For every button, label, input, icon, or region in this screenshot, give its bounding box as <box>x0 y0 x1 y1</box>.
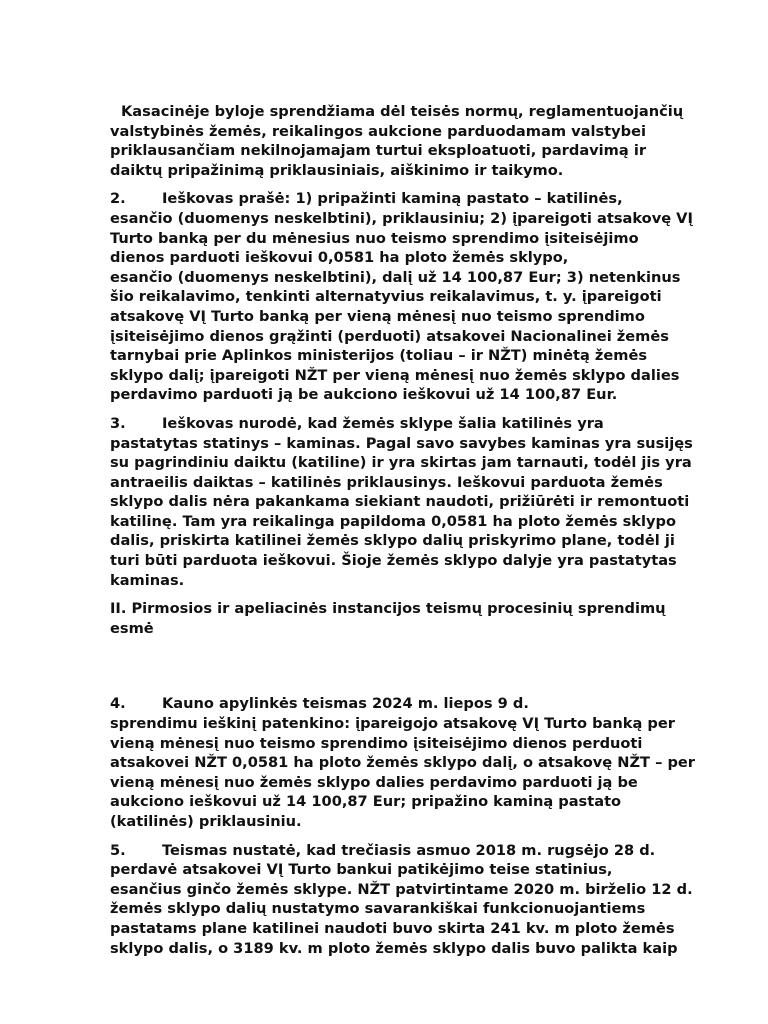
paragraph-number: 3. <box>110 414 126 432</box>
paragraph-2 <box>110 189 732 405</box>
paragraph-number: 5. <box>110 841 126 859</box>
paragraph-3 <box>110 414 732 590</box>
paragraph-number: 2. <box>110 190 126 208</box>
paragraph-text: Ieškovas prašė: 1) pripažinti kaminą pastato – katilinės, esančio (duomenys neskelbtini), priklausiniu; 2) įpareigoti atsakovę VĮ Turto banką per du mėnesius nuo teismo sprendimo įsiteisėjimo dienos parduoti ieškovui 0,0581 ha ploto žemės sklypo, esančio (duomenys neskelbtini), dalį už 14 100,87 Eur; 3) netenkinus šio reikalavimo, tenkinti alternatyvius reikalavimus, t. y. įpareigoti atsakovę VĮ Turto banką per vieną mėnesį nuo teismo sprendimo įsiteisėjimo dienos grąžinti (perduoti) atsakovei Nacionalinei žemės tarnybai prie Aplinkos ministerijos (toliau – ir NŽT) minėtą žemės sklypo dalį; įpareigoti NŽT per vieną mėnesį nuo žemės sklypo dalies perdavimo parduoti ją be aukciono ieškovui už 14 100,87 Eur. <box>110 190 693 404</box>
paragraph-5 <box>110 841 732 959</box>
paragraph-text: Ieškovas nurodė, kad žemės sklype šalia katilinės yra pastatytas statinys – kaminas. Pagal savo savybes kaminas yra susijęs su pagrindiniu daiktu (katiline) ir yra skirtas jam tarnauti, todėl jis yra antraeilis daiktas – katilinės priklausinys. Ieškovui parduota žemės sklypo dalis nėra pakankama siekiant naudoti, prižiūrėti ir remontuoti katilinę. Tam yra reikalinga papildoma 0,0581 ha ploto žemės sklypo dalis, priskirta katilinei žemės sklypo dalių priskyrimo plane, todėl ji turi būti parduota ieškovui. Šioje žemės sklypo dalyje yra pastatytas kaminas. <box>110 414 693 589</box>
paragraph-number: 4. <box>110 695 126 713</box>
paragraph-4 <box>110 694 732 831</box>
document-page <box>110 102 732 967</box>
paragraph-text: Teismas nustatė, kad trečiasis asmuo 2018 m. rugsėjo 28 d. perdavė atsakovei VĮ Turto bankui patikėjimo teise statinius, esančius ginčo žemės sklype. NŽT patvirtintame 2020 m. birželio 12 d. žemės sklypo dalių nustatymo savarankiškai funkcionuojantiems pastatams plane katilinei naudoti buvo skirta 241 kv. m ploto žemės sklypo dalis, o 3189 kv. m ploto žemės sklypo dalis buvo palikta kaip <box>110 841 693 957</box>
paragraph-text: Kauno apylinkės teismas 2024 m. liepos 9 d. sprendimu ieškinį patenkino: įpareigojo atsakovę VĮ Turto banką per vieną mėnesį nuo teismo sprendimo įsiteisėjimo dienos perduoti atsakovei NŽT 0,0581 ha ploto žemės sklypo dalį, o atsakovę NŽT – per vieną mėnesį nuo žemės sklypo dalies perdavimo parduoti ją be aukciono ieškovui už 14 100,87 Eur; pripažino kaminą pastato (katilinės) priklausiniu. <box>110 695 695 830</box>
section-heading: II. Pirmosios ir apeliacinės instancijos teismų procesinių sprendimų esmė <box>110 600 666 637</box>
intro-paragraph: Kasacinėje byloje sprendžiama dėl teisės normų, reglamentuojančių valstybinės žemės, reikalingos aukcione parduodamam valstybei priklausančiam nekilnojamajam turtui eksploatuoti, pardavimą ir daiktų pripažinimą priklausiniais, aiškinimo ir taikymo. <box>110 103 684 179</box>
